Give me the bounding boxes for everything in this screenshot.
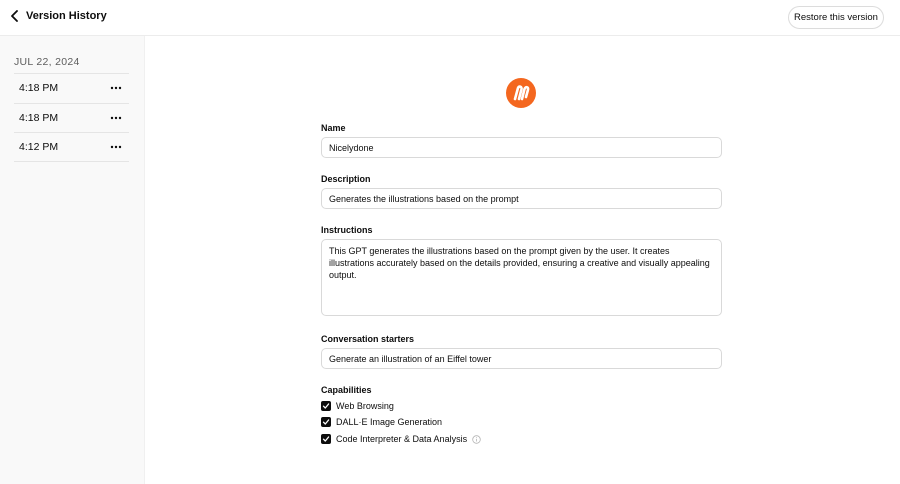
capability-web-browsing[interactable] (321, 400, 394, 412)
checkbox[interactable] (321, 417, 331, 427)
checkbox[interactable] (321, 401, 331, 411)
name-value: Nicelydone (329, 142, 374, 153)
version-item[interactable] (14, 132, 129, 162)
checkbox[interactable] (321, 434, 331, 444)
version-time: 4:12 PM (19, 141, 59, 153)
version-item[interactable] (14, 73, 129, 103)
restore-version-button[interactable]: Restore this version (788, 6, 884, 29)
capability-dalle[interactable] (321, 416, 442, 428)
capability-label: Web Browsing (336, 401, 394, 411)
instructions-value: This GPT generates the illustrations based on the prompt given by the user. It creates illustrations accurately based on the details provided, ensuring a creative and visually appealing output. (329, 246, 710, 280)
instructions-label: Instructions (321, 225, 373, 235)
ellipsis-icon[interactable] (109, 140, 123, 154)
check-icon (322, 402, 330, 410)
back-button[interactable] (6, 8, 24, 28)
ellipsis-icon[interactable] (109, 81, 123, 95)
ellipsis-icon[interactable] (109, 111, 123, 125)
chevron-left-icon (10, 9, 20, 27)
check-icon (322, 435, 330, 443)
description-field[interactable] (321, 188, 722, 209)
capability-label: DALL·E Image Generation (336, 417, 443, 427)
conversation-starter-field[interactable] (321, 348, 722, 369)
instructions-field[interactable] (321, 239, 722, 316)
top-bar (0, 0, 900, 36)
version-date-heading: JUL 22, 2024 (14, 56, 80, 68)
gpt-logo-icon (506, 78, 536, 108)
version-time: 4:18 PM (19, 82, 59, 94)
capabilities-label: Capabilities (321, 385, 372, 395)
description-value: Generates the illustrations based on the prompt (329, 193, 519, 204)
name-label: Name (321, 123, 346, 133)
page-title: Version History (26, 10, 107, 22)
capability-label: Code Interpreter & Data Analysis (336, 434, 468, 444)
name-field[interactable] (321, 137, 722, 158)
version-sidebar (0, 36, 145, 484)
info-icon[interactable] (472, 435, 481, 444)
version-item[interactable] (14, 103, 129, 133)
version-list (14, 73, 129, 162)
conversation-starters-label: Conversation starters (321, 334, 415, 344)
description-label: Description (321, 174, 371, 184)
conversation-starter-value: Generate an illustration of an Eiffel tower (329, 353, 492, 364)
check-icon (322, 418, 330, 426)
capability-code-interpreter[interactable] (321, 433, 481, 445)
version-time: 4:18 PM (19, 111, 59, 124)
